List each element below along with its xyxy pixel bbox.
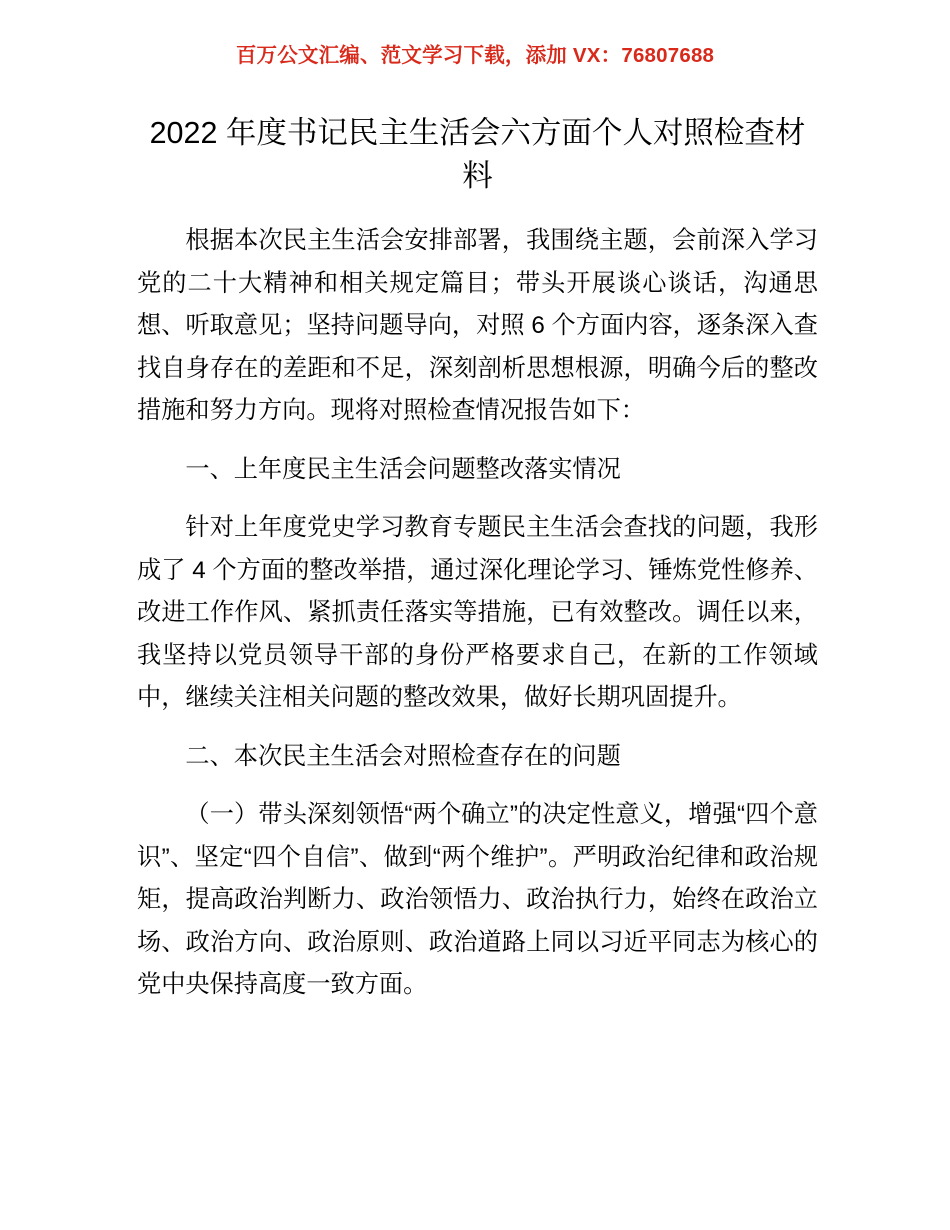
watermark-text: 百万公文汇编、范文学习下载，添加 VX：76807688	[235, 44, 715, 67]
promotional-watermark-banner	[0, 46, 950, 67]
document-title: 2022 年度书记民主生活会六方面个人对照检查材料	[149, 116, 806, 193]
body-paragraph: 针对上年度党史学习教育专题民主生活会查找的问题，我形成了 4 个方面的整改举措，通过深化理论学习、锤炼党性修养、改进工作作风、紧抓责任落实等措施，已有效整改。调任以来，我坚持以党员领导干部的身份严格要求自己，在新的工作领域中，继续关注相关问题的整改效果，做好长期巩固提升。	[137, 514, 818, 711]
section-heading: 一、上年度民主生活会问题整改落实情况	[185, 455, 621, 483]
section-heading: 二、本次民主生活会对照检查存在的问题	[185, 742, 621, 770]
body-paragraph: 根据本次民主生活会安排部署，我围绕主题，会前深入学习党的二十大精神和相关规定篇目；带头开展谈心谈话，沟通思想、听取意见；坚持问题导向，对照 6 个方面内容，逐条深入查找自身存在的差距和不足，深刻剖析思想根源，明确今后的整改措施和努力方向。现将对照检查情况报告如下：	[137, 227, 818, 424]
document-text-column	[137, 112, 818, 1007]
body-paragraph: （一）带头深刻领悟“两个确立”的决定性意义，增强“四个意识”、坚定“四个自信”、做到“两个维护”。严明政治纪律和政治规矩，提高政治判断力、政治领悟力、政治执行力，始终在政治立场、政治方向、政治原则、政治道路上同以习近平同志为核心的党中央保持高度一致方面。	[137, 801, 818, 998]
document-blocks	[137, 220, 818, 1007]
